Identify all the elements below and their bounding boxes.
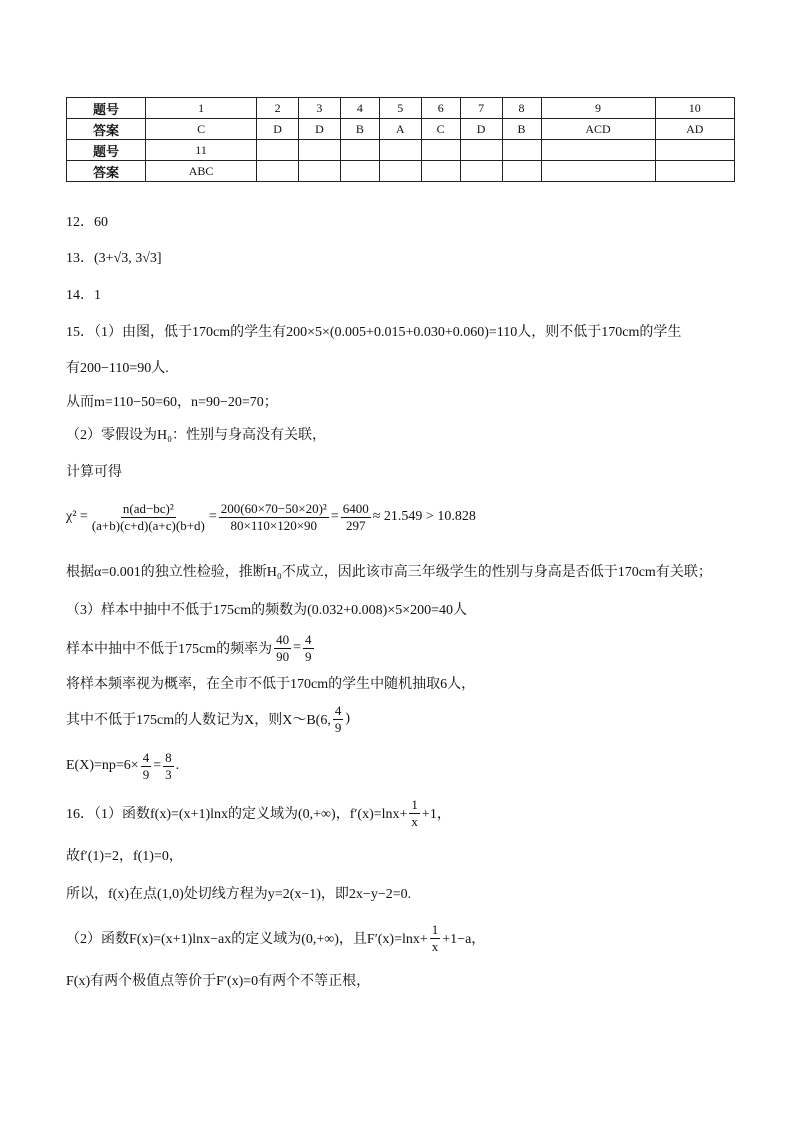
solution-line <box>66 749 180 782</box>
row-header: 答案 <box>67 119 146 140</box>
text-segment: 15．（1）由图，低于170cm的学生有200×5×(0.005+0.015+0.030+0.060)=110人，则不低于170cm的学生 <box>66 325 682 340</box>
numerator: 1 <box>431 921 439 937</box>
fraction <box>274 632 291 665</box>
fraction <box>303 632 314 665</box>
text-segment: = <box>330 509 339 524</box>
solution-line <box>66 921 486 954</box>
solution-line <box>66 284 101 304</box>
text-segment: 从而m=110−50=60，n=90−20=70； <box>66 395 278 410</box>
table-cell <box>541 161 655 182</box>
table-cell <box>460 140 502 161</box>
solution-line <box>66 500 476 533</box>
text-segment: ) <box>345 711 350 726</box>
numerator: n(ad−bc)² <box>122 500 174 516</box>
table-row <box>67 98 735 119</box>
table-cell: 1 <box>146 98 257 119</box>
table-cell <box>379 161 421 182</box>
fraction <box>163 750 174 783</box>
row-header: 题号 <box>67 140 146 161</box>
text-segment: χ² = <box>66 509 88 524</box>
numerator: 1 <box>411 796 418 812</box>
text-segment: 所以，f(x)在点(1,0)处切线方程为y=2(x−1)，即2x−y−2=0. <box>66 887 412 902</box>
row-header: 答案 <box>67 161 146 182</box>
solution-line <box>66 561 712 581</box>
numerator: 4 <box>305 631 312 647</box>
fraction <box>90 501 207 534</box>
denominator: x <box>431 938 439 954</box>
table-cell: C <box>146 119 257 140</box>
text-segment: = <box>153 758 162 773</box>
table-cell <box>299 140 341 161</box>
text-segment: 其中不低于175cm的人数记为X，则X～B(6, <box>66 713 331 728</box>
solution-line <box>66 424 326 444</box>
table-cell: 2 <box>257 98 299 119</box>
solution-line <box>66 883 411 903</box>
table-cell: ACD <box>541 119 655 140</box>
table-cell <box>655 161 734 182</box>
denominator: (a+b)(c+d)(a+c)(b+d) <box>91 517 205 533</box>
table-cell: 7 <box>460 98 502 119</box>
text-segment: 故f′(1)=2，f(1)=0， <box>66 849 183 864</box>
fraction <box>333 703 344 736</box>
numerator: 40 <box>276 631 290 647</box>
table-cell <box>421 161 460 182</box>
solution-line <box>66 357 169 377</box>
numerator: 4 <box>142 749 150 765</box>
text-segment: 13．(3+√3, 3√3] <box>66 251 162 266</box>
text-segment: （3）样本中抽中不低于175cm的频数为(0.032+0.008)×5×200=40人 <box>66 603 468 618</box>
table-cell <box>257 140 299 161</box>
solution-line <box>66 211 108 231</box>
denominator: 9 <box>142 766 150 782</box>
table-cell: 10 <box>655 98 734 119</box>
table-row <box>67 119 735 140</box>
denominator: 80×110×120×90 <box>230 517 318 533</box>
text-segment: ≈ 21.549 > 10.828 <box>372 509 476 524</box>
text-segment: 14．1 <box>66 288 101 303</box>
table-cell <box>541 140 655 161</box>
text-segment: 将样本频率视为概率，在全市不低于170cm的学生中随机抽取6人， <box>66 677 476 692</box>
table-cell: C <box>421 119 460 140</box>
table-cell <box>340 161 379 182</box>
text-segment: 12．60 <box>66 215 108 230</box>
fraction <box>409 797 420 830</box>
table-cell: B <box>502 119 541 140</box>
table-cell: B <box>340 119 379 140</box>
table-cell: D <box>257 119 299 140</box>
text-segment: 根据α=0.001的独立性检验，推断H₀不成立，因此该市高三年级学生的性别与身高是否低于170cm有关联； <box>66 565 712 580</box>
table-cell <box>460 161 502 182</box>
solution-line <box>66 599 467 619</box>
table-cell: D <box>299 119 341 140</box>
fraction <box>219 501 329 534</box>
table-cell: A <box>379 119 421 140</box>
text-segment: 16．（1）函数f(x)=(x+1)lnx的定义域为(0,+∞)，f′(x)=lnx+ <box>66 807 408 822</box>
table-cell <box>299 161 341 182</box>
text-segment: E(X)=np=6× <box>66 758 139 773</box>
solution-line <box>66 970 370 990</box>
table-cell <box>421 140 460 161</box>
fraction <box>341 501 371 534</box>
denominator: 3 <box>165 766 172 782</box>
table-cell: 5 <box>379 98 421 119</box>
denominator: 297 <box>345 517 366 533</box>
table-cell <box>340 140 379 161</box>
table-cell: D <box>460 119 502 140</box>
denominator: 9 <box>305 648 312 664</box>
numerator: 4 <box>334 702 342 718</box>
solution-line <box>66 702 350 735</box>
table-cell <box>257 161 299 182</box>
table-cell: 6 <box>421 98 460 119</box>
table-cell <box>655 140 734 161</box>
table-cell <box>379 140 421 161</box>
answer-table <box>66 97 735 182</box>
solution-line <box>66 391 278 411</box>
table-cell: ABC <box>146 161 257 182</box>
text-segment: = <box>208 509 217 524</box>
row-header: 题号 <box>67 98 146 119</box>
solution-line <box>66 631 316 664</box>
denominator: 90 <box>276 648 290 664</box>
solution-line <box>66 845 183 865</box>
solution-line <box>66 461 122 481</box>
text-segment: +1−a， <box>442 932 486 947</box>
table-cell: 11 <box>146 140 257 161</box>
text-segment: . <box>175 758 180 773</box>
table-row <box>67 140 735 161</box>
fraction <box>430 922 441 955</box>
table-cell <box>502 161 541 182</box>
text-segment: 计算可得 <box>66 465 122 480</box>
table-cell: 3 <box>299 98 341 119</box>
solution-line <box>66 796 451 829</box>
text-segment: = <box>293 640 302 655</box>
text-segment: +1， <box>421 807 451 822</box>
text-segment: （2）零假设为H₀：性别与身高没有关联， <box>66 428 326 443</box>
numerator: 8 <box>165 749 172 765</box>
table-row <box>67 161 735 182</box>
table-cell: 8 <box>502 98 541 119</box>
table-cell <box>502 140 541 161</box>
solution-line <box>66 321 681 341</box>
text-segment: F(x)有两个极值点等价于F′(x)=0有两个不等正根， <box>66 974 371 989</box>
table-cell: 4 <box>340 98 379 119</box>
numerator: 200(60×70−50×20)² <box>220 500 327 516</box>
solution-line <box>66 673 475 693</box>
denominator: x <box>411 813 418 829</box>
text-segment: 样本中抽中不低于175cm的频率为 <box>66 642 273 657</box>
denominator: 9 <box>334 719 342 735</box>
text-segment: （2）函数F(x)=(x+1)lnx−ax的定义域为(0,+∞)，且F′(x)=lnx+ <box>66 932 428 947</box>
text-segment: 有200−110=90人. <box>66 361 169 376</box>
table-cell: 9 <box>541 98 655 119</box>
fraction <box>141 750 152 783</box>
solution-line <box>66 247 162 267</box>
table-cell: AD <box>655 119 734 140</box>
numerator: 6400 <box>342 500 369 516</box>
